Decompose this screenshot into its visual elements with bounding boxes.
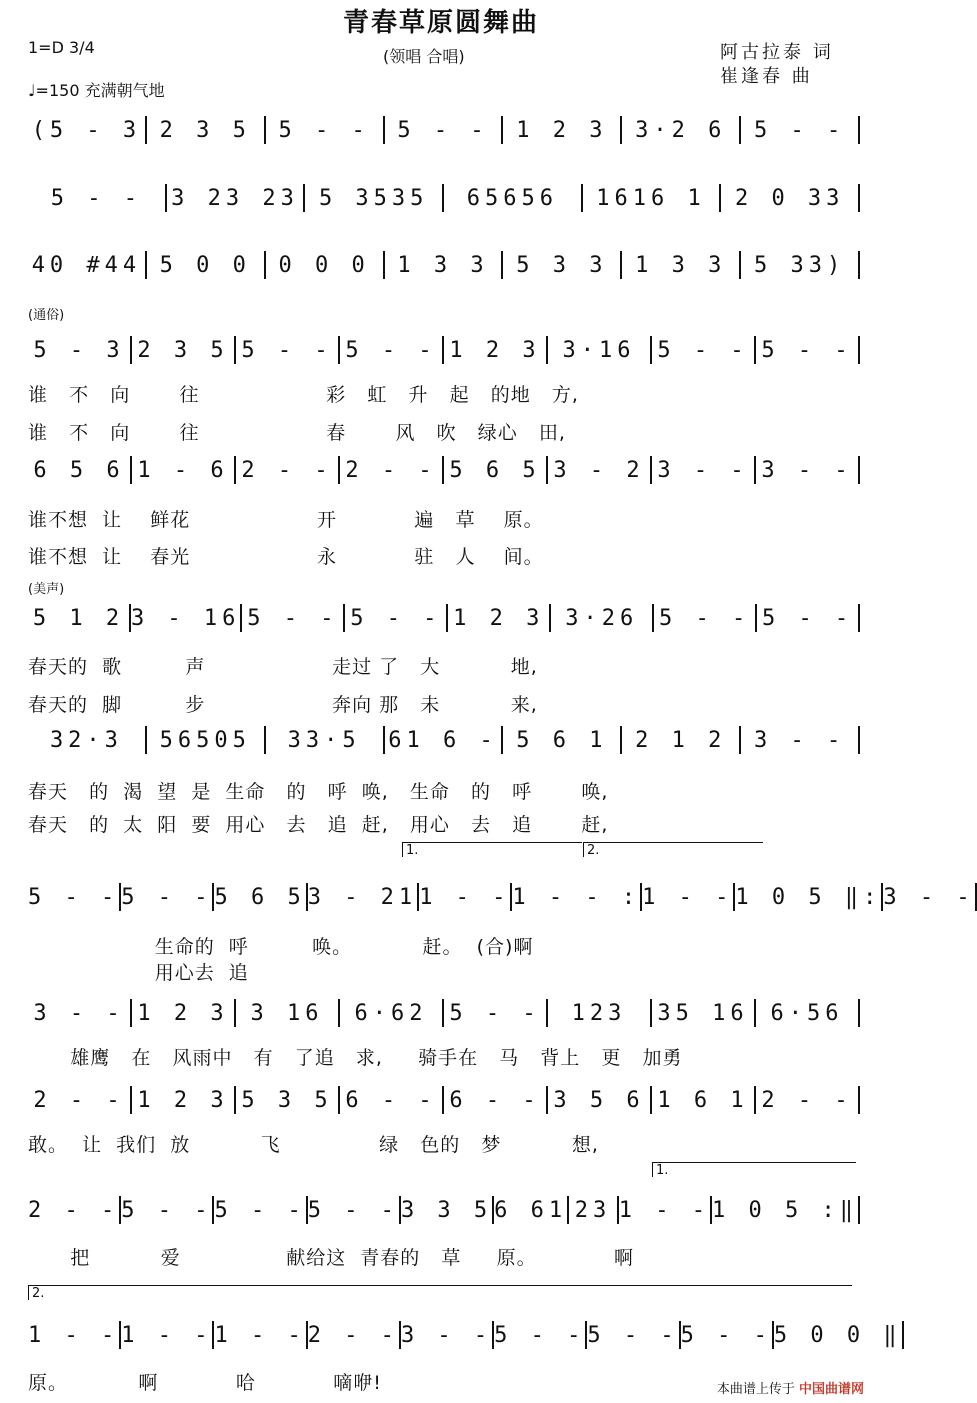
measure: 5 0 0 ‖ <box>773 1322 902 1348</box>
section-label-meisheng: (美声) <box>28 582 65 597</box>
measure: 1 2 3 <box>137 1000 229 1026</box>
lyric-line: 谁 不 向 往 春 风 吹 绿心 田, <box>28 422 566 444</box>
barline <box>858 1086 860 1114</box>
measure: 5 - - <box>345 337 437 363</box>
measure: 5 - - <box>449 1000 541 1026</box>
measure: 2 - - <box>761 1087 853 1113</box>
lyric-line: 用心去 追 <box>28 962 249 984</box>
lyric-line: 生命的 呼 唤。 赶。 (合)啊 <box>28 936 534 958</box>
measure: 5 - - <box>397 117 489 143</box>
measure: 5 - - <box>307 1197 399 1223</box>
footer-text: 本曲谱上传于 <box>716 1382 795 1397</box>
barline <box>858 116 860 144</box>
measure: 3 - - <box>761 457 853 483</box>
measure: 1 2 3 <box>453 605 545 631</box>
lyric-line: 春天 的 渴 望 是 生命 的 呼 唤, 生命 的 呼 唤, <box>28 781 609 803</box>
section-label-tongsu: (通俗) <box>28 308 65 323</box>
measure: 1 - - <box>214 1322 306 1348</box>
measure: 3·16 <box>562 337 636 363</box>
measure: 5 - - <box>350 605 442 631</box>
lyric-line: 谁不想 让 鲜花 开 遍 草 原。 <box>28 509 544 531</box>
measure: 5 - - <box>761 605 854 631</box>
lyric-line: 原。 啊 哈 嘀咿! <box>28 1372 382 1394</box>
measure: 1 2 3 <box>449 337 541 363</box>
measure: 2 - - <box>28 1197 120 1223</box>
barline <box>858 336 860 364</box>
lyric-line: 把 爱 献给这 青春的 草 原。 啊 <box>28 1247 635 1269</box>
measure: 5 - - <box>659 605 751 631</box>
score-system <box>28 1075 860 1125</box>
measure: 6 - - <box>345 1087 437 1113</box>
measure: 5 6 5 <box>214 884 306 910</box>
lyric-line: 敢。 让 我们 放 飞 绿 色的 梦 想, <box>28 1134 599 1156</box>
measure: 5 - - <box>680 1322 772 1348</box>
volta-second-ending: 2. <box>583 842 763 857</box>
score-system <box>28 988 860 1038</box>
measure: 5 - - <box>214 1197 306 1223</box>
measure: 123 <box>571 1000 627 1026</box>
measure: 5 6 5 <box>449 457 541 483</box>
barline <box>858 456 860 484</box>
footer-watermark <box>717 1378 864 1397</box>
tempo-marking: ♩=150 充满朝气地 <box>28 81 165 100</box>
barline <box>975 883 977 911</box>
measure: 1 - - <box>618 1197 711 1223</box>
measure: 6 61 <box>494 1197 568 1223</box>
lyric-line: 春天的 脚 步 奔向 那 未 来, <box>28 694 538 716</box>
score-system <box>28 240 860 290</box>
measure: 3 - 16 <box>130 605 241 631</box>
key-signature: 1=D 3/4 <box>28 38 95 57</box>
measure: 61 6 - <box>388 727 498 753</box>
measure: 2 3 5 <box>159 117 251 143</box>
measure: 3 16 <box>250 1000 324 1026</box>
score-system <box>28 872 975 922</box>
measure: 6·62 <box>354 1000 428 1026</box>
score-system <box>28 1310 902 1360</box>
volta-second-ending-2: 2. <box>28 1285 852 1300</box>
measure: 0 0 0 <box>278 252 370 278</box>
measure: 65656 <box>466 185 558 211</box>
measure: 3·26 <box>565 605 639 631</box>
measure: 2 - - <box>33 1087 125 1113</box>
measure: 1 - - : <box>512 884 641 910</box>
volta-first-ending-2: 1. <box>652 1162 856 1177</box>
measure: 2 - - <box>307 1322 399 1348</box>
measure: 1 - - <box>28 1322 120 1348</box>
measure: 3 - - <box>657 457 749 483</box>
barline <box>858 999 860 1027</box>
score-system <box>28 715 860 765</box>
measure: 33·5 <box>287 727 361 753</box>
measure: 1 - - <box>419 884 511 910</box>
measure: 1 0 5 :‖ <box>712 1197 858 1223</box>
score-system <box>28 173 860 223</box>
measure: 3·2 6 <box>635 117 727 143</box>
measure: 5 - - <box>587 1322 679 1348</box>
measure: 35 16 <box>657 1000 749 1026</box>
measure: 3 - - <box>33 1000 125 1026</box>
score-system <box>28 105 860 155</box>
measure: 5 3 3 <box>516 252 608 278</box>
measure: 6 - - <box>449 1087 541 1113</box>
measure: 1616 1 <box>596 185 706 211</box>
performance-note: (领唱 合唱) <box>383 47 465 66</box>
lyricist-credit: 阿古拉泰 词 <box>720 42 834 63</box>
measure: 1 0 5 ‖: <box>735 884 882 910</box>
barline <box>858 251 860 279</box>
score-system <box>28 593 860 643</box>
measure: 1 3 3 <box>635 252 727 278</box>
measure: 56505 <box>159 727 251 753</box>
measure: 5 - - <box>50 185 142 211</box>
score-system <box>28 325 860 375</box>
measure: 2 1 2 <box>635 727 727 753</box>
measure: 5 - - <box>121 1197 213 1223</box>
measure: 5 - - <box>753 117 846 143</box>
measure: 5 3535 <box>318 185 429 211</box>
barline <box>858 604 860 632</box>
measure: 6 5 6 <box>33 457 125 483</box>
measure: 23 <box>574 1197 612 1223</box>
measure: 3 - - <box>400 1322 493 1348</box>
site-logo: 中国曲谱网 <box>798 1382 864 1397</box>
measure: 5 - - <box>121 884 213 910</box>
measure: 3 - - <box>883 884 975 910</box>
lyric-line: 雄鹰 在 风雨中 有 了追 求, 骑手在 马 背上 更 加勇 <box>28 1047 683 1069</box>
measure: 6·56 <box>770 1000 844 1026</box>
measure: 1 - 6 <box>137 457 229 483</box>
barline <box>858 184 860 212</box>
lyric-line: 谁不想 让 春光 永 驻 人 间。 <box>28 546 544 568</box>
measure: 5 - - <box>494 1322 586 1348</box>
measure: 5 0 0 <box>159 252 251 278</box>
measure: 2 0 33 <box>734 185 845 211</box>
measure: 3 5 6 <box>553 1087 645 1113</box>
measure: 32·3 <box>49 727 123 753</box>
measure: 3 23 23 <box>171 185 299 211</box>
measure: 5 6 1 <box>516 727 608 753</box>
measure: 40 #44 <box>31 252 142 278</box>
measure: 1 - - <box>121 1322 213 1348</box>
volta-first-ending: 1. <box>402 842 582 857</box>
measure: 5 - - <box>278 117 370 143</box>
score-system <box>28 445 860 495</box>
measure: 1 2 3 <box>516 117 608 143</box>
measure: 3 - 2 <box>553 457 645 483</box>
measure: 5 3 5 <box>241 1087 333 1113</box>
measure: 5 - - <box>28 884 120 910</box>
lyric-line: 春天的 歌 声 走过 了 大 地, <box>28 656 538 678</box>
measure: 2 - - <box>241 457 333 483</box>
measure: 3 3 5 <box>400 1197 493 1223</box>
composer-credit: 崔逢春 曲 <box>720 66 813 87</box>
lyric-line: 春天 的 太 阳 要 用心 去 追 赶, 用心 去 追 赶, <box>28 814 609 836</box>
score-system <box>28 1185 860 1235</box>
measure: 1 - - <box>642 884 734 910</box>
measure: 1 3 3 <box>397 252 489 278</box>
barline <box>858 726 860 754</box>
lyric-line: 谁 不 向 往 彩 虹 升 起 的地 方, <box>28 384 579 406</box>
measure: (5 - 3 <box>31 117 142 143</box>
measure: 5 - - <box>241 337 333 363</box>
measure: 5 - - <box>657 337 749 363</box>
measure: 1 2 3 <box>137 1087 229 1113</box>
measure: 3 - 21 <box>307 884 418 910</box>
measure: 5 - 3 <box>33 337 125 363</box>
measure: 1 6 1 <box>657 1087 749 1113</box>
measure: 3 - - <box>753 727 846 753</box>
barline <box>902 1321 904 1349</box>
measure: 2 3 5 <box>137 337 229 363</box>
measure: 2 - - <box>345 457 437 483</box>
measure: 5 - - <box>761 337 853 363</box>
measure: 5 33) <box>753 252 846 278</box>
measure: 5 - - <box>247 605 339 631</box>
barline <box>858 1196 860 1224</box>
song-title: 青春草原圆舞曲 <box>342 8 539 38</box>
measure: 5 1 2 <box>32 605 125 631</box>
